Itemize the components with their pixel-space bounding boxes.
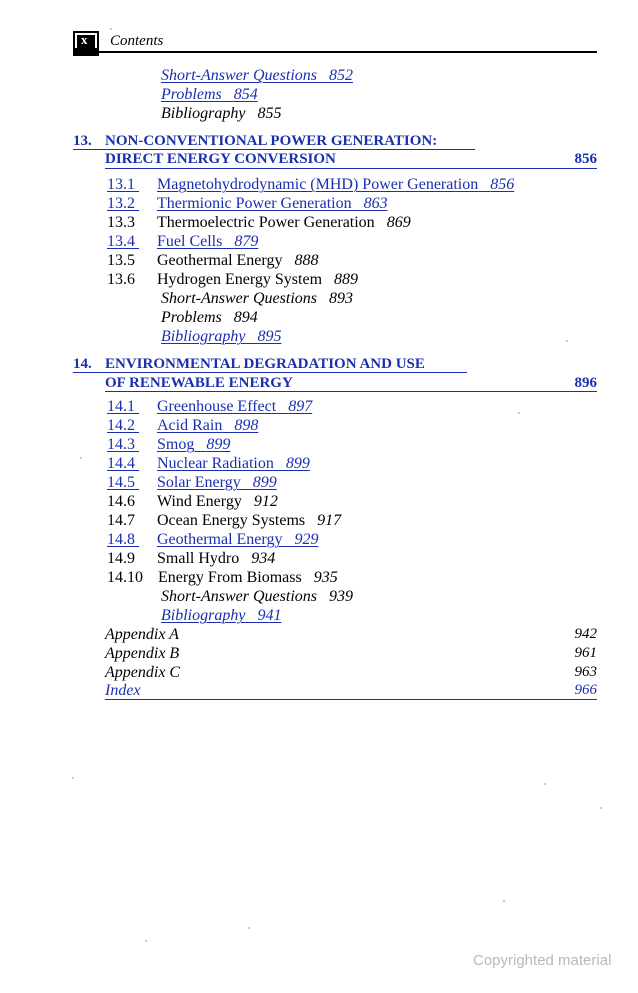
scan-speck <box>72 777 74 779</box>
toc-section-13-5: 13.5 Geothermal Energy 888 <box>107 252 319 269</box>
header-box-base <box>73 48 99 56</box>
scan-speck <box>503 900 505 902</box>
chapter-14-underline-1 <box>73 372 467 373</box>
chapter-13-title-line2: DIRECT ENERGY CONVERSION <box>105 151 336 167</box>
chapter-13-underline-1 <box>73 149 475 150</box>
toc-section-13-4[interactable]: 13.4 Fuel Cells 879 <box>107 233 259 250</box>
appendix-a-page: 942 <box>574 626 597 642</box>
scan-speck <box>600 807 602 809</box>
toc-section-14-9: 14.9 Small Hydro 934 <box>107 550 276 567</box>
toc-section-14-5[interactable]: 14.5 Solar Energy 899 <box>107 474 277 491</box>
index-page: 966 <box>574 682 597 698</box>
appendix-a-label: Appendix A <box>105 626 179 643</box>
copyright-watermark: Copyrighted material <box>473 952 612 969</box>
toc-section-14-3[interactable]: 14.3 Smog 899 <box>107 436 231 453</box>
index-underline <box>105 699 597 700</box>
chapter-14-title-line2: OF RENEWABLE ENERGY <box>105 375 293 391</box>
chapter-13-title-line1: NON-CONVENTIONAL POWER GENERATION: <box>105 133 438 149</box>
toc-section-14-6: 14.6 Wind Energy 912 <box>107 493 278 510</box>
chapter-13-underline-2 <box>105 168 597 169</box>
scan-speck <box>80 457 82 459</box>
scan-speck <box>566 340 568 342</box>
toc-entry-short-answer-questions[interactable]: Short-Answer Questions 852 <box>161 67 353 84</box>
appendix-c-page: 963 <box>574 664 597 680</box>
header-rule <box>99 51 597 53</box>
toc-section-13-3: 13.3 Thermoelectric Power Generation 869 <box>107 214 411 231</box>
toc-ch13-problems: Problems 894 <box>161 309 258 326</box>
toc-ch14-bibliography[interactable]: Bibliography 941 <box>161 607 282 624</box>
scan-speck <box>248 927 250 929</box>
chapter-14-underline-2 <box>105 391 597 392</box>
toc-section-14-1[interactable]: 14.1 Greenhouse Effect 897 <box>107 398 313 415</box>
index-label: Index <box>105 682 141 699</box>
toc-section-14-8[interactable]: 14.8 Geothermal Energy 929 <box>107 531 319 548</box>
toc-section-14-4[interactable]: 14.4 Nuclear Radiation 899 <box>107 455 310 472</box>
appendix-b-label: Appendix B <box>105 645 180 662</box>
appendix-b-page: 961 <box>574 645 597 661</box>
scan-speck <box>145 940 147 942</box>
chapter-13-page: 856 <box>574 151 597 167</box>
scan-speck <box>110 28 112 30</box>
toc-section-13-1[interactable]: 13.1 Magnetohydrodynamic (MHD) Power Generation 856 <box>107 176 515 193</box>
toc-ch13-short-answer: Short-Answer Questions 893 <box>161 290 353 307</box>
toc-entry-bibliography: Bibliography 855 <box>161 105 282 122</box>
toc-section-14-7: 14.7 Ocean Energy Systems 917 <box>107 512 342 529</box>
chapter-14-page: 896 <box>574 375 597 391</box>
scan-speck <box>518 412 520 414</box>
page-number: x <box>81 32 88 47</box>
scan-speck <box>544 783 546 785</box>
appendix-c-label: Appendix C <box>105 664 181 681</box>
toc-ch13-bibliography[interactable]: Bibliography 895 <box>161 328 282 345</box>
header-title: Contents <box>110 33 164 49</box>
toc-section-14-10: 14.10 Energy From Biomass 935 <box>107 569 338 586</box>
toc-entry-problems[interactable]: Problems 854 <box>161 86 258 103</box>
toc-section-13-2[interactable]: 13.2 Thermionic Power Generation 863 <box>107 195 388 212</box>
toc-section-14-2[interactable]: 14.2 Acid Rain 898 <box>107 417 259 434</box>
chapter-13-number: 13. <box>73 133 92 149</box>
toc-section-13-6: 13.6 Hydrogen Energy System 889 <box>107 271 359 288</box>
chapter-14-number: 14. <box>73 356 92 372</box>
toc-ch14-short-answer: Short-Answer Questions 939 <box>161 588 353 605</box>
chapter-14-title-line1: ENVIRONMENTAL DEGRADATION AND USE <box>105 356 425 372</box>
